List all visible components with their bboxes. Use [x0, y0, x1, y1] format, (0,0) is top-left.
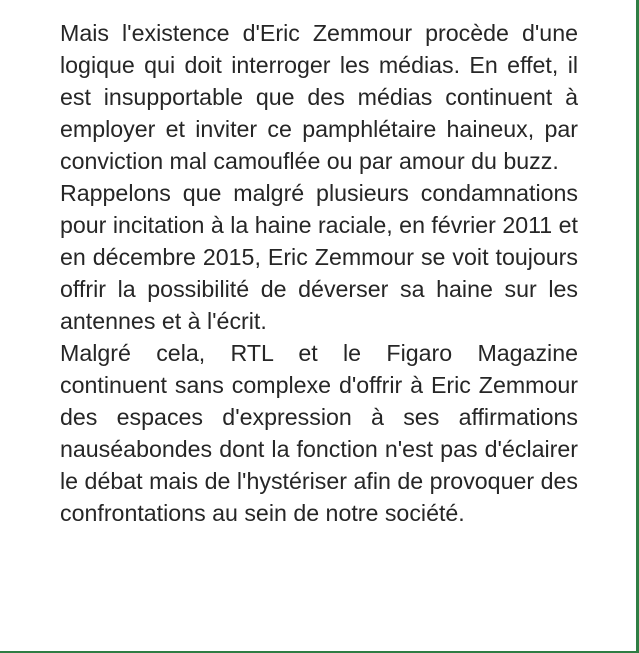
- paragraph-2: Rappelons que malgré plusieurs condamnations pour incitation à la haine raciale, en février 2011 et en décembre 2015, Eric Zemmour se voit toujours offrir la possibilité de déverser sa haine sur les antennes et à l'écrit.: [60, 180, 578, 334]
- paragraph-3: Malgré cela, RTL et le Figaro Magazine continuent sans complexe d'offrir à Eric Zemmour des espaces d'expression à ses affirmations nauséabondes dont la fonction n'est pas d'éclairer le débat mais de l'hystériser afin de provoquer des confrontations au sein de notre société.: [60, 340, 578, 526]
- article-text: [60, 17, 578, 529]
- paragraph-1: Mais l'existence d'Eric Zemmour procède d'une logique qui doit interroger les médias. En effet, il est insupportable que des médias continuent à employer et inviter ce pamphlétaire haineux, par conviction mal camouflée ou par amour du buzz.: [60, 20, 578, 174]
